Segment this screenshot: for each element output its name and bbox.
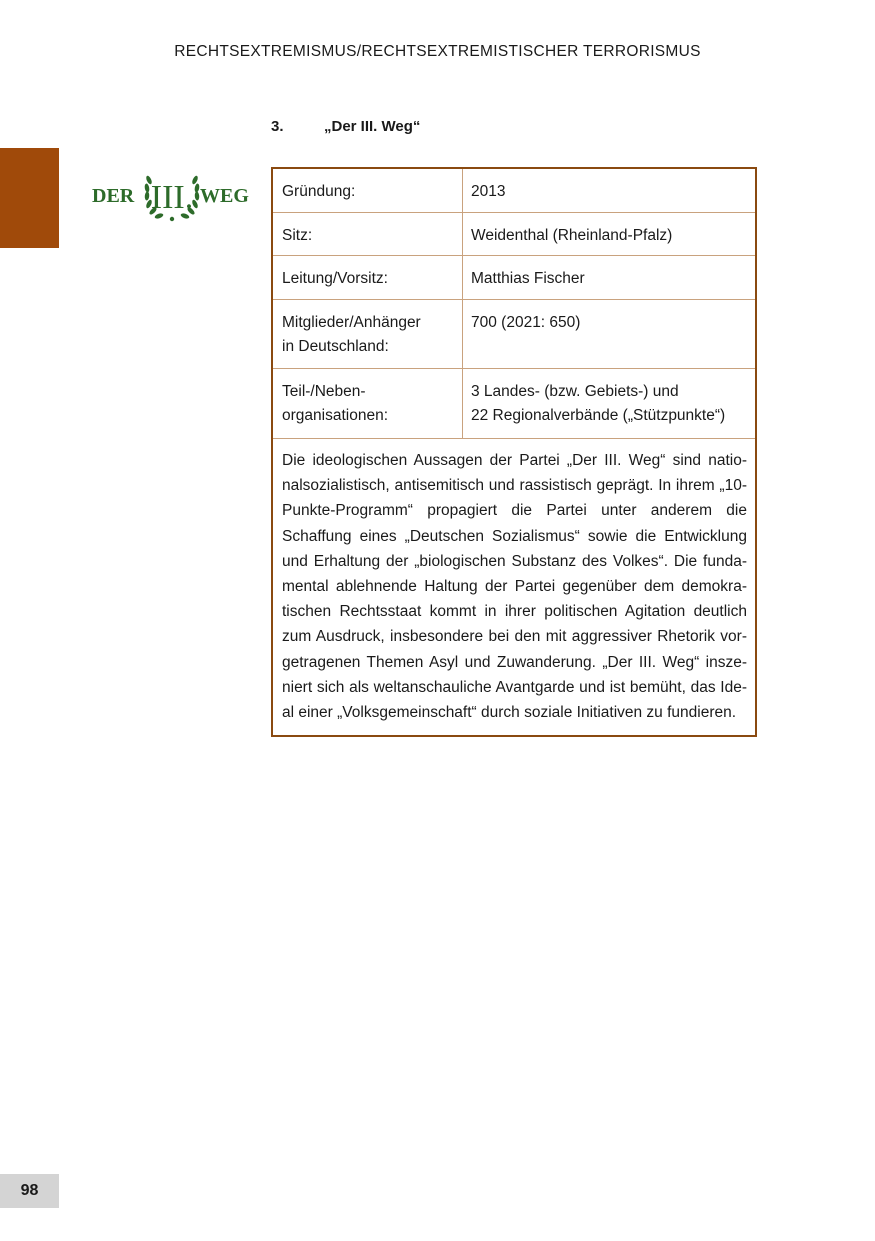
row-value-line: 3 Landes- (bzw. Gebiets-) und (471, 383, 679, 400)
table-row-members (273, 300, 755, 369)
table-row-seat (273, 213, 755, 256)
table-row-suborganizations (273, 369, 755, 439)
section-heading (271, 118, 420, 135)
row-label: Gründung: (273, 169, 463, 212)
running-header: RECHTSEXTREMISMUS/RECHTSEXTREMISTISCHER TERRORISMUS (174, 43, 701, 60)
row-label-line: Teil-/Neben- (282, 383, 366, 400)
section-number: 3. (271, 118, 284, 135)
table-row-founding (273, 169, 755, 213)
row-value: Weidenthal (Rheinland-Pfalz) (471, 227, 673, 244)
row-label-line: Mitglieder/Anhänger (282, 314, 421, 331)
row-label: Leitung/Vorsitz: (273, 256, 463, 299)
row-label (273, 300, 463, 368)
row-label-line: in Deutschland: (282, 337, 389, 355)
row-value: 700 (2021: 650) (471, 314, 581, 331)
row-label (273, 369, 463, 438)
logo-text-iii: III. (150, 179, 194, 216)
row-value (463, 369, 755, 438)
organization-fact-table (271, 167, 757, 737)
der-iii-weg-logo (92, 166, 252, 222)
page-number: 98 (0, 1174, 59, 1208)
row-label: Sitz: (273, 213, 463, 255)
organization-description: Die ideologischen Aussagen der Partei „Der III. Weg“ sind nationalsozialistisch, antisemitisch und rassistisch geprägt. In ihrem „10-Punkte-Programm“ propagiert die Partei unter anderem die Schaffung eines „Deutschen Sozialismus“ sowie die Entwicklung und Erhaltung der „biologischen Substanz des Volkes“. Die fundamental ablehnende Haltung der Partei gegenüber dem demokratischen Rechtsstaat kommt in ihrer politischen Agitation deutlich zum Ausdruck, insbesondere bei den mit aggressiver Rhetorik vorgetragenen Themen Asyl und Zuwanderung. „Der III. Weg“ inszeniert sich als weltanschauliche Avantgarde und ist bemüht, das Ideal einer „Volksgemeinschaft“ durch soziale Initiativen zu fundieren. (282, 452, 747, 722)
row-value-line: 22 Regionalverbände („Stützpunkte“) (471, 406, 726, 424)
logo-text-weg: WEG (200, 185, 249, 207)
chapter-color-tab (0, 148, 59, 248)
table-row-leadership (273, 256, 755, 300)
row-value: 2013 (471, 183, 506, 200)
section-title: „Der III. Weg“ (324, 118, 421, 135)
row-label-line: organisationen: (282, 406, 388, 424)
logo-text-der: DER (92, 185, 135, 207)
row-value: Matthias Fischer (471, 270, 585, 287)
